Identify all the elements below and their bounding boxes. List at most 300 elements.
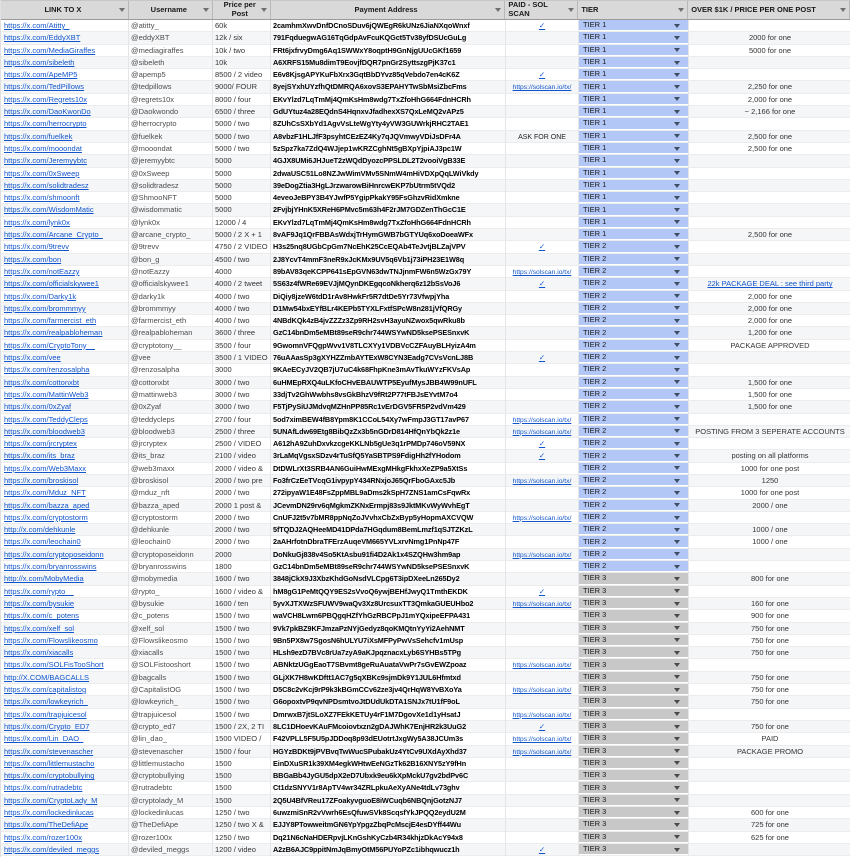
table-row — [1, 573, 850, 585]
tier-cell — [579, 327, 689, 339]
x-profile-link[interactable]: https://x.com/Web3Maxx — [4, 463, 86, 473]
paid-status[interactable]: https://solscan.io/tx/ — [512, 416, 572, 424]
paid-status[interactable]: ✓ — [538, 844, 546, 854]
tier-dropdown[interactable] — [579, 389, 688, 400]
tier-dropdown[interactable] — [579, 266, 688, 277]
table-row — [1, 69, 850, 81]
filter-icon[interactable] — [495, 8, 501, 12]
payment-address-cell: EinDXuSR1k39XM4egkWHtwEeNGzTk62B16XNY5zY9fHn — [271, 758, 506, 770]
tier-dropdown[interactable] — [579, 709, 688, 720]
x-profile-link[interactable]: https://x.com/MattinWeb3 — [4, 389, 89, 399]
chevron-down-icon[interactable] — [674, 491, 680, 495]
x-profile-link[interactable]: https://x.com/9trevv — [4, 242, 70, 252]
tier-dropdown[interactable] — [579, 573, 688, 584]
tier-dropdown[interactable] — [579, 672, 688, 683]
tier-dropdown[interactable] — [579, 586, 688, 597]
paid-status[interactable]: https://solscan.io/tx/ — [512, 551, 572, 559]
x-profile-link[interactable]: https://x.com/Atitty_ — [4, 21, 70, 30]
tier-cell — [579, 610, 689, 622]
link-cell — [1, 623, 129, 635]
paid-cell — [506, 217, 579, 229]
col-header-username[interactable] — [129, 1, 213, 19]
over-1k-cell — [689, 573, 850, 585]
chevron-down-icon[interactable] — [674, 479, 680, 483]
chevron-down-icon[interactable] — [674, 454, 680, 458]
x-profile-link[interactable]: https://x.com/bazza_aped — [4, 500, 90, 510]
x-profile-link[interactable]: http://x.com/MobyMedia — [4, 574, 84, 584]
x-profile-link[interactable]: https://x.com/realpabloheman — [4, 328, 103, 338]
tier-dropdown[interactable] — [579, 155, 688, 166]
paid-status[interactable]: ASK FOR ONE — [518, 133, 566, 141]
paid-status[interactable]: https://solscan.io/tx/ — [512, 477, 572, 485]
chevron-down-icon[interactable] — [674, 184, 680, 188]
x-profile-link[interactable]: https://x.com/rypto__ — [4, 586, 74, 596]
paid-status[interactable]: https://solscan.io/tx/ — [512, 428, 572, 436]
paid-status[interactable]: ✓ — [538, 21, 546, 30]
chevron-down-icon[interactable] — [674, 602, 680, 606]
chevron-down-icon[interactable] — [674, 663, 680, 667]
chevron-down-icon[interactable] — [674, 245, 680, 249]
filter-icon[interactable] — [678, 8, 684, 12]
x-profile-link[interactable]: https://x.com/ApeMP5 — [4, 70, 78, 80]
chevron-down-icon[interactable] — [674, 638, 680, 642]
col-header-link-to-x[interactable] — [1, 1, 129, 19]
tier-dropdown[interactable] — [579, 758, 688, 769]
tier-dropdown[interactable] — [579, 315, 688, 326]
x-profile-link[interactable]: https://x.com/bon — [4, 254, 62, 264]
x-profile-link[interactable]: https://x.com/capitalistog — [4, 685, 87, 695]
tier-dropdown[interactable] — [579, 512, 688, 523]
tier-dropdown[interactable] — [579, 20, 688, 31]
payment-address-cell: waVCH8Lwm6PBQgqHZfYhGzRBCPpJ1mYQxipeEFPA431 — [271, 610, 506, 622]
link-cell — [1, 131, 129, 143]
price-cell: 4000 / two — [213, 303, 271, 315]
x-profile-link[interactable]: https://x.com/renzosalpha — [4, 365, 90, 375]
paid-cell — [506, 241, 579, 253]
x-profile-link[interactable]: https://x.com/c_potens — [4, 611, 80, 621]
chevron-down-icon[interactable] — [674, 331, 680, 335]
x-profile-link[interactable]: https://x.com/lowkeyrich_ — [4, 697, 88, 707]
table-row — [1, 635, 850, 647]
x-profile-link[interactable]: https://x.com/CryptoLady_M — [4, 795, 98, 805]
chevron-down-icon[interactable] — [674, 405, 680, 409]
tier-dropdown[interactable] — [579, 81, 688, 92]
tier-dropdown[interactable] — [579, 180, 688, 191]
x-profile-link[interactable]: https://x.com/littlemustacho — [4, 758, 95, 768]
x-profile-link[interactable]: https://x.com/Darky1k — [4, 291, 77, 301]
tier-dropdown[interactable] — [579, 610, 688, 621]
over-1k-note[interactable]: 22k PACKAGE DEAL : see third party — [707, 279, 833, 289]
payment-address-cell: EKvYlzd7LqTmMj4QmKsHm8wdg7TxZfoHhG664FdnHCRh — [271, 217, 506, 229]
tier-dropdown[interactable] — [579, 844, 688, 855]
chevron-down-icon[interactable] — [674, 319, 680, 323]
chevron-down-icon[interactable] — [674, 442, 680, 446]
tier-dropdown[interactable] — [579, 819, 688, 830]
x-profile-link[interactable]: https://x.com/cryptobullying — [4, 771, 95, 781]
link-cell — [1, 672, 129, 684]
paid-status[interactable]: ✓ — [538, 242, 546, 252]
col-header-price-per-post[interactable] — [213, 1, 271, 19]
tier-dropdown[interactable] — [579, 549, 688, 560]
x-profile-link[interactable]: https://x.com/vee — [4, 353, 61, 363]
x-profile-link[interactable]: https://x.com/its_braz — [4, 451, 75, 461]
tier-dropdown[interactable] — [579, 32, 688, 43]
chevron-down-icon[interactable] — [674, 675, 680, 679]
price-cell: 2700 / four — [213, 414, 271, 426]
link-cell — [1, 500, 129, 512]
tier-value: TIER 2 — [583, 438, 607, 448]
over-1k-cell — [689, 20, 850, 32]
chevron-down-icon[interactable] — [674, 159, 680, 163]
x-profile-link[interactable]: https://x.com/TheDefiApe — [4, 820, 89, 830]
x-profile-link[interactable]: https://x.com/brommmyy — [4, 303, 86, 313]
x-profile-link[interactable]: https://x.com/xiacalls — [4, 648, 74, 658]
chevron-down-icon[interactable] — [674, 651, 680, 655]
table-row — [1, 94, 850, 106]
x-profile-link[interactable]: https://x.com/DaoKwonDo — [4, 107, 91, 117]
tier-dropdown[interactable] — [579, 364, 688, 375]
chevron-down-icon[interactable] — [674, 503, 680, 507]
tier-dropdown[interactable] — [579, 770, 688, 781]
x-profile-link[interactable]: https://x.com/TeddyCleps — [4, 414, 88, 424]
tier-dropdown[interactable] — [579, 204, 688, 215]
chevron-down-icon[interactable] — [674, 356, 680, 360]
x-profile-link[interactable]: https://x.com/SOLFisTooShort — [4, 660, 104, 670]
paid-status[interactable]: https://solscan.io/tx/ — [512, 687, 572, 695]
x-profile-link[interactable]: https://x.com/CryptoTony__ — [4, 340, 95, 350]
chevron-down-icon[interactable] — [674, 749, 680, 753]
link-cell — [1, 377, 129, 389]
chevron-down-icon[interactable] — [674, 122, 680, 126]
chevron-down-icon[interactable] — [674, 786, 680, 790]
tier-dropdown[interactable] — [579, 401, 688, 412]
col-header-tier[interactable] — [578, 1, 688, 19]
tier-dropdown[interactable] — [579, 303, 688, 314]
filter-icon[interactable] — [261, 8, 267, 12]
tier-dropdown[interactable] — [579, 352, 688, 363]
chevron-down-icon[interactable] — [674, 36, 680, 40]
chevron-down-icon[interactable] — [674, 171, 680, 175]
tier-cell — [579, 438, 689, 450]
x-profile-link[interactable]: https://x.com/TedPillows — [4, 82, 85, 92]
tier-dropdown[interactable] — [579, 291, 688, 302]
chevron-down-icon[interactable] — [674, 798, 680, 802]
table-row — [1, 770, 850, 782]
over-1k-cell — [689, 450, 850, 462]
x-profile-link[interactable]: https://x.com/farmercist_eth — [4, 316, 97, 326]
tier-dropdown[interactable] — [579, 377, 688, 388]
chevron-down-icon[interactable] — [674, 147, 680, 151]
tier-dropdown[interactable] — [579, 450, 688, 461]
x-profile-link[interactable]: https://x.com/stevenascher — [4, 746, 94, 756]
chevron-down-icon[interactable] — [674, 466, 680, 470]
chevron-down-icon[interactable] — [674, 282, 680, 286]
x-profile-link[interactable]: https://x.com/0xZyaf — [4, 402, 72, 412]
table-row — [1, 807, 850, 819]
chevron-down-icon[interactable] — [674, 306, 680, 310]
chevron-down-icon[interactable] — [674, 61, 680, 65]
chevron-down-icon[interactable] — [674, 528, 680, 532]
tier-dropdown[interactable] — [579, 746, 688, 757]
filter-icon[interactable] — [840, 8, 846, 12]
tier-dropdown[interactable] — [579, 426, 688, 437]
paid-cell — [506, 832, 579, 844]
filter-icon[interactable] — [119, 8, 125, 12]
x-profile-link[interactable]: https://x.com/WisdomMatic — [4, 205, 94, 215]
over-1k-cell — [689, 819, 850, 831]
chevron-down-icon[interactable] — [674, 73, 680, 77]
table-row — [1, 598, 850, 610]
x-profile-link[interactable]: https://x.com/solidtradesz — [4, 180, 89, 190]
tier-dropdown[interactable] — [579, 340, 688, 351]
x-profile-link[interactable]: https://x.com/Arcane_Crypto_ — [4, 230, 103, 240]
col-header-payment-address[interactable] — [271, 1, 506, 19]
tier-dropdown[interactable] — [579, 635, 688, 646]
tier-dropdown[interactable] — [579, 561, 688, 572]
chevron-down-icon[interactable] — [674, 811, 680, 815]
tier-dropdown[interactable] — [579, 143, 688, 154]
tier-dropdown[interactable] — [579, 684, 688, 695]
over-1k-note: PACKAGE PROMO — [736, 746, 804, 756]
x-profile-link[interactable]: https://x.com/xelf_sol — [4, 623, 75, 633]
paid-status[interactable]: https://solscan.io/tx/ — [512, 662, 572, 670]
x-profile-link[interactable]: https://x.com/Crypto_ED7 — [4, 721, 90, 731]
tier-dropdown[interactable] — [579, 782, 688, 793]
x-profile-link[interactable]: https://x.com/trapjuicesol — [4, 709, 87, 719]
x-profile-link[interactable]: https://x.com/bloodweb3 — [4, 426, 85, 436]
chevron-down-icon[interactable] — [674, 368, 680, 372]
over-1k-cell — [689, 389, 850, 401]
tier-dropdown[interactable] — [579, 278, 688, 289]
tier-cell — [579, 573, 689, 585]
x-profile-link[interactable]: https://x.com/Regrets10x — [4, 94, 87, 104]
over-1k-cell — [689, 81, 850, 93]
tier-dropdown[interactable] — [579, 463, 688, 474]
x-profile-link[interactable]: https://x.com/fuelkek — [4, 131, 73, 141]
paid-status[interactable]: ✓ — [538, 721, 546, 731]
tier-dropdown[interactable] — [579, 131, 688, 142]
paid-status[interactable]: ✓ — [538, 451, 546, 461]
price-cell: 4500 / two — [213, 254, 271, 266]
paid-cell — [506, 118, 579, 130]
tier-dropdown[interactable] — [579, 647, 688, 658]
chevron-down-icon[interactable] — [674, 97, 680, 101]
x-profile-link[interactable]: https://x.com/Jeremyybtc — [4, 156, 87, 166]
chevron-down-icon[interactable] — [674, 134, 680, 138]
chevron-down-icon[interactable] — [674, 565, 680, 569]
chevron-down-icon[interactable] — [674, 626, 680, 630]
price-cell: 5000 / two — [213, 131, 271, 143]
tier-dropdown[interactable] — [579, 795, 688, 806]
table-row — [1, 438, 850, 450]
tier-dropdown[interactable] — [579, 327, 688, 338]
chevron-down-icon[interactable] — [674, 737, 680, 741]
x-profile-link[interactable]: https://x.com/MediaGiraffes — [4, 45, 96, 55]
tier-dropdown[interactable] — [579, 500, 688, 511]
chevron-down-icon[interactable] — [674, 380, 680, 384]
tier-value: TIER 1 — [583, 229, 607, 239]
chevron-down-icon[interactable] — [674, 774, 680, 778]
chevron-down-icon[interactable] — [674, 540, 680, 544]
chevron-down-icon[interactable] — [674, 220, 680, 224]
paid-status[interactable]: ✓ — [538, 279, 546, 289]
paid-status[interactable]: ✓ — [538, 586, 546, 596]
chevron-down-icon[interactable] — [674, 761, 680, 765]
chevron-down-icon[interactable] — [674, 233, 680, 237]
filter-icon[interactable] — [203, 8, 209, 12]
paid-cell — [506, 610, 579, 622]
paid-status[interactable]: https://solscan.io/tx/ — [512, 736, 572, 744]
x-profile-link[interactable]: https://x.com/EddyXBT — [4, 33, 81, 43]
x-profile-link[interactable]: https://x.com/notEazzy — [4, 266, 80, 276]
paid-cell — [506, 131, 579, 143]
tier-dropdown[interactable] — [579, 45, 688, 56]
chevron-down-icon[interactable] — [674, 429, 680, 433]
x-profile-link[interactable]: https://x.com/shmoonft — [4, 193, 80, 203]
username-cell: @ShmooNFT — [129, 192, 213, 204]
tier-dropdown[interactable] — [579, 414, 688, 425]
paid-cell — [506, 32, 579, 44]
username-cell: @cryptolady_M — [129, 795, 213, 807]
over-1k-note: 725 for one — [751, 820, 789, 830]
x-profile-link[interactable]: https://x.com/0xSweep — [4, 168, 80, 178]
tier-cell — [579, 278, 689, 290]
tier-dropdown[interactable] — [579, 94, 688, 105]
tier-dropdown[interactable] — [579, 168, 688, 179]
chevron-down-icon[interactable] — [674, 848, 680, 852]
x-profile-link[interactable]: http://X.COM/BAGCALLS — [4, 672, 90, 682]
chevron-down-icon[interactable] — [674, 294, 680, 298]
tier-dropdown[interactable] — [579, 438, 688, 449]
x-profile-link[interactable]: https://x.com/Lin_DAO_ — [4, 734, 84, 744]
chevron-down-icon[interactable] — [674, 589, 680, 593]
tier-dropdown[interactable] — [579, 721, 688, 732]
tier-dropdown[interactable] — [579, 524, 688, 535]
x-profile-link[interactable]: https://x.com/officialskywee1 — [4, 279, 99, 289]
x-profile-link[interactable]: https://x.com/jrcryptex — [4, 439, 77, 449]
x-profile-link[interactable]: https://x.com/lynk0x — [4, 217, 70, 227]
chevron-down-icon[interactable] — [674, 196, 680, 200]
chevron-down-icon[interactable] — [674, 417, 680, 421]
chevron-down-icon[interactable] — [674, 343, 680, 347]
x-profile-link[interactable]: https://x.com/cottonxbt — [4, 377, 80, 387]
x-profile-link[interactable]: https://x.com/sibeleth — [4, 57, 75, 67]
chevron-down-icon[interactable] — [674, 516, 680, 520]
tier-dropdown[interactable] — [579, 733, 688, 744]
username-cell: @lockedinlucas — [129, 807, 213, 819]
payment-address-cell: 33djTv2GhWwbhs8vsGkBhzV9fRt2P77tFBJsEYvtM7o4 — [271, 389, 506, 401]
paid-status[interactable]: https://solscan.io/tx/ — [512, 748, 572, 756]
chevron-down-icon[interactable] — [674, 48, 680, 52]
tier-dropdown[interactable] — [579, 69, 688, 80]
paid-status[interactable]: ✓ — [538, 439, 546, 449]
tier-cell — [579, 512, 689, 524]
paid-cell — [506, 500, 579, 512]
x-profile-link[interactable]: https://x.com/bryanrosswins — [4, 562, 97, 572]
table-row — [1, 524, 850, 536]
x-profile-link[interactable]: https://x.com/bysukie — [4, 598, 75, 608]
x-profile-link[interactable]: https://x.com/rutradebtc — [4, 783, 83, 793]
tier-dropdown[interactable] — [579, 241, 688, 252]
chevron-down-icon[interactable] — [674, 270, 680, 274]
tier-dropdown[interactable] — [579, 254, 688, 265]
tier-dropdown[interactable] — [579, 192, 688, 203]
paid-status[interactable]: ✓ — [538, 353, 546, 363]
payment-address-cell: A8vbzF1HLJfF3psyhtCEzEZ4Ky7qJQVmwyVDiJsDFr4A — [271, 131, 506, 143]
tier-dropdown[interactable] — [579, 696, 688, 707]
paid-status[interactable]: https://solscan.io/tx/ — [512, 711, 572, 719]
chevron-down-icon[interactable] — [674, 24, 680, 28]
tier-dropdown[interactable] — [579, 832, 688, 843]
payment-address-cell: D1Mw54bxEYfBLr4KEPb5TYXLFxtfSPcW8n281jVfQRGy — [271, 303, 506, 315]
paid-status[interactable]: https://solscan.io/tx/ — [512, 514, 572, 522]
chevron-down-icon[interactable] — [674, 688, 680, 692]
username-cell: @xelf_sol — [129, 623, 213, 635]
tier-dropdown[interactable] — [579, 623, 688, 634]
tier-dropdown[interactable] — [579, 536, 688, 547]
chevron-down-icon[interactable] — [674, 208, 680, 212]
tier-dropdown[interactable] — [579, 118, 688, 129]
price-cell: 1600 / ten — [213, 598, 271, 610]
chevron-down-icon[interactable] — [674, 577, 680, 581]
tier-dropdown[interactable] — [579, 217, 688, 228]
x-profile-link[interactable]: https://x.com/lockedinlucas — [4, 808, 94, 817]
chevron-down-icon[interactable] — [674, 835, 680, 839]
chevron-down-icon[interactable] — [674, 110, 680, 114]
payment-address-cell: 791FqduegwAG16TqGdpAvFcuKQGct5Tv38yfDSUcGuLg — [271, 32, 506, 44]
col-header-over-1k[interactable] — [688, 1, 850, 19]
chevron-down-icon[interactable] — [674, 85, 680, 89]
x-profile-link[interactable]: https://x.com/deviled_meggs — [4, 844, 100, 854]
x-profile-link[interactable]: https://x.com/leochain0 — [4, 537, 81, 547]
column-header-row — [1, 0, 850, 20]
tier-dropdown[interactable] — [579, 807, 688, 818]
x-profile-link[interactable]: https://x.com/cryptoposeidonn — [4, 549, 104, 559]
tier-dropdown[interactable] — [579, 659, 688, 670]
tier-cell — [579, 463, 689, 475]
chevron-down-icon[interactable] — [674, 823, 680, 827]
x-profile-link[interactable]: https://x.com/rozer100x — [4, 832, 82, 842]
tier-dropdown[interactable] — [579, 229, 688, 240]
x-profile-link[interactable]: http://x.com/dehkunle — [4, 525, 76, 535]
chevron-down-icon[interactable] — [674, 700, 680, 704]
paid-status[interactable]: ✓ — [538, 70, 546, 80]
chevron-down-icon[interactable] — [674, 393, 680, 397]
x-profile-link[interactable]: https://x.com/broskisol — [4, 475, 79, 485]
chevron-down-icon[interactable] — [674, 552, 680, 556]
x-profile-link[interactable]: https://x.com/cryptostorm — [4, 512, 88, 522]
tier-dropdown[interactable] — [579, 106, 688, 117]
x-profile-link[interactable]: https://x.com/mooondat — [4, 143, 82, 153]
paid-status[interactable]: https://solscan.io/tx/ — [512, 268, 572, 276]
x-profile-link[interactable]: https://x.com/Mduz_NFT — [4, 488, 86, 498]
chevron-down-icon[interactable] — [674, 257, 680, 261]
paid-status[interactable]: https://solscan.io/tx/ — [512, 600, 572, 608]
chevron-down-icon[interactable] — [674, 614, 680, 618]
x-profile-link[interactable]: https://x.com/Flowslikeosmo — [4, 635, 98, 645]
price-cell: 1500 — [213, 770, 271, 782]
tier-dropdown[interactable] — [579, 57, 688, 68]
col-header-paid-sol-scan[interactable] — [505, 1, 578, 19]
tier-dropdown[interactable] — [579, 598, 688, 609]
chevron-down-icon[interactable] — [674, 725, 680, 729]
filter-icon[interactable] — [568, 8, 574, 12]
tier-dropdown[interactable] — [579, 487, 688, 498]
paid-status[interactable]: https://solscan.io/tx/ — [512, 84, 572, 92]
tier-dropdown[interactable] — [579, 475, 688, 486]
chevron-down-icon[interactable] — [674, 712, 680, 716]
x-profile-link[interactable]: https://x.com/herrocrypto — [4, 119, 87, 129]
